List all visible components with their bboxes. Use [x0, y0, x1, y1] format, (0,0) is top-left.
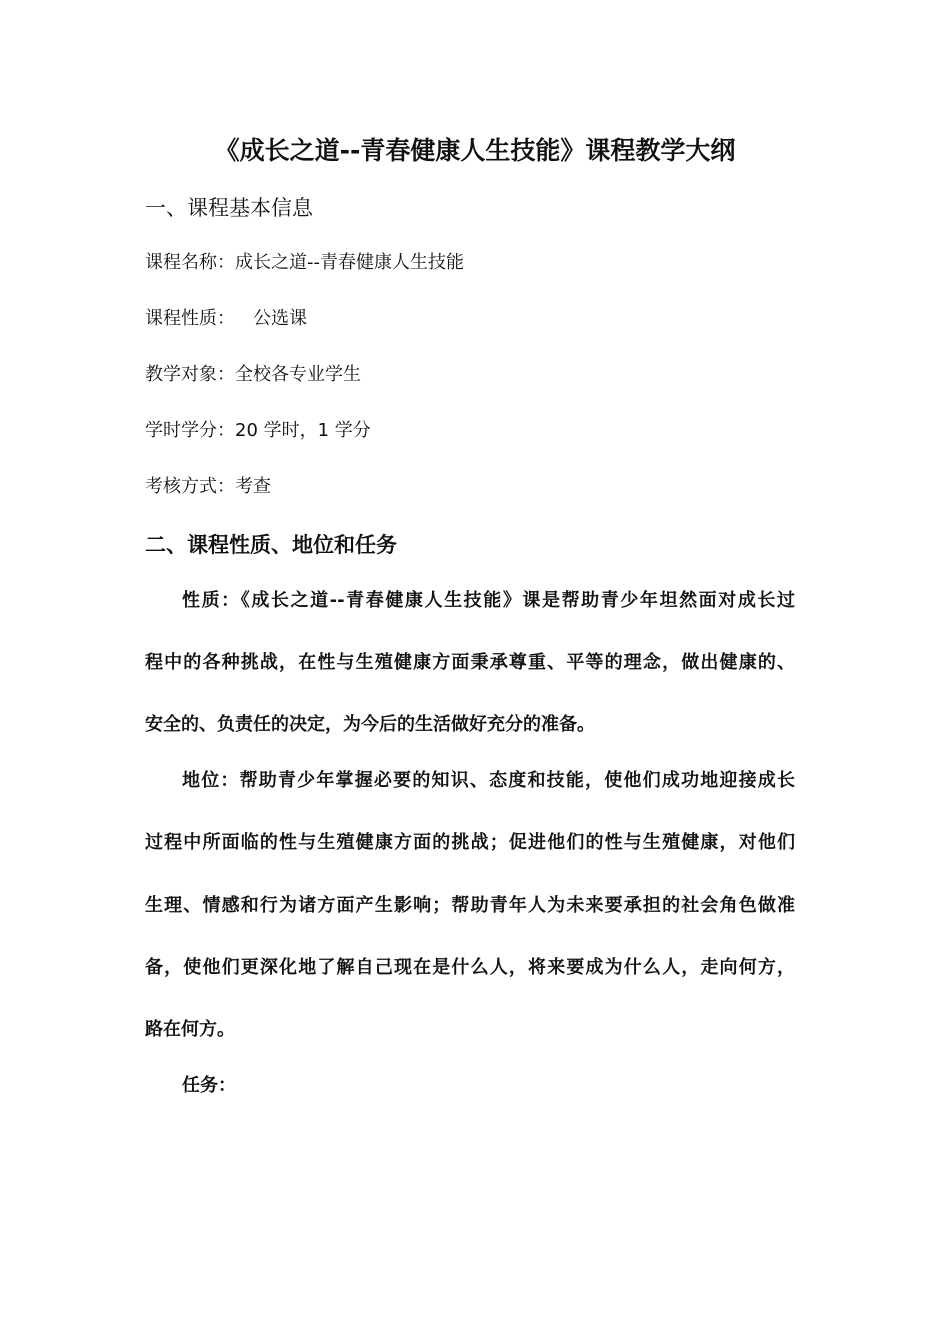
document-title: 《成长之道--青春健康人生技能》课程教学大纲	[214, 136, 736, 165]
info-label: 教学对象：	[145, 364, 235, 385]
info-course-name	[145, 250, 464, 276]
info-label: 课程名称：	[145, 252, 235, 273]
paragraph-status-line: 过程中所面临的性与生殖健康方面的挑战；促进他们的性与生殖健康，对他们	[145, 832, 795, 853]
task-label: 任务：	[182, 1075, 236, 1096]
info-target-audience	[145, 362, 361, 388]
paragraph-nature-line: 安全的、负责任的决定，为今后的生活做好充分的准备。	[145, 714, 595, 735]
paragraph-status-line: 路在何方。	[145, 1019, 235, 1040]
info-value: 成长之道--青春健康人生技能	[235, 252, 464, 273]
info-value: 公选课	[253, 308, 307, 329]
paragraph-nature-line: 程中的各种挑战，在性与生殖健康方面秉承尊重、平等的理念，做出健康的、	[145, 652, 795, 673]
info-label: 课程性质：	[145, 308, 235, 329]
info-course-nature	[145, 306, 307, 332]
info-assessment	[145, 474, 271, 500]
info-value: 20 学时，1 学分	[235, 420, 371, 441]
info-value: 考查	[235, 476, 271, 497]
paragraph-nature-line: 性质：《成长之道--青春健康人生技能》课是帮助青少年坦然面对成长过	[182, 590, 795, 611]
paragraph-status-line: 地位：帮助青少年掌握必要的知识、态度和技能，使他们成功地迎接成长	[182, 770, 795, 791]
info-label: 学时学分：	[145, 420, 235, 441]
info-label: 考核方式：	[145, 476, 235, 497]
paragraph-status-line: 生理、情感和行为诸方面产生影响；帮助青年人为未来要承担的社会角色做准	[145, 895, 795, 916]
info-hours-credits	[145, 418, 371, 444]
paragraph-status-line: 备，使他们更深化地了解自己现在是什么人，将来要成为什么人，走向何方，	[145, 957, 795, 978]
info-value: 全校各专业学生	[235, 364, 361, 385]
section-heading-nature-status-task: 二、课程性质、地位和任务	[145, 533, 397, 557]
section-heading-basic-info: 一、课程基本信息	[145, 196, 313, 220]
